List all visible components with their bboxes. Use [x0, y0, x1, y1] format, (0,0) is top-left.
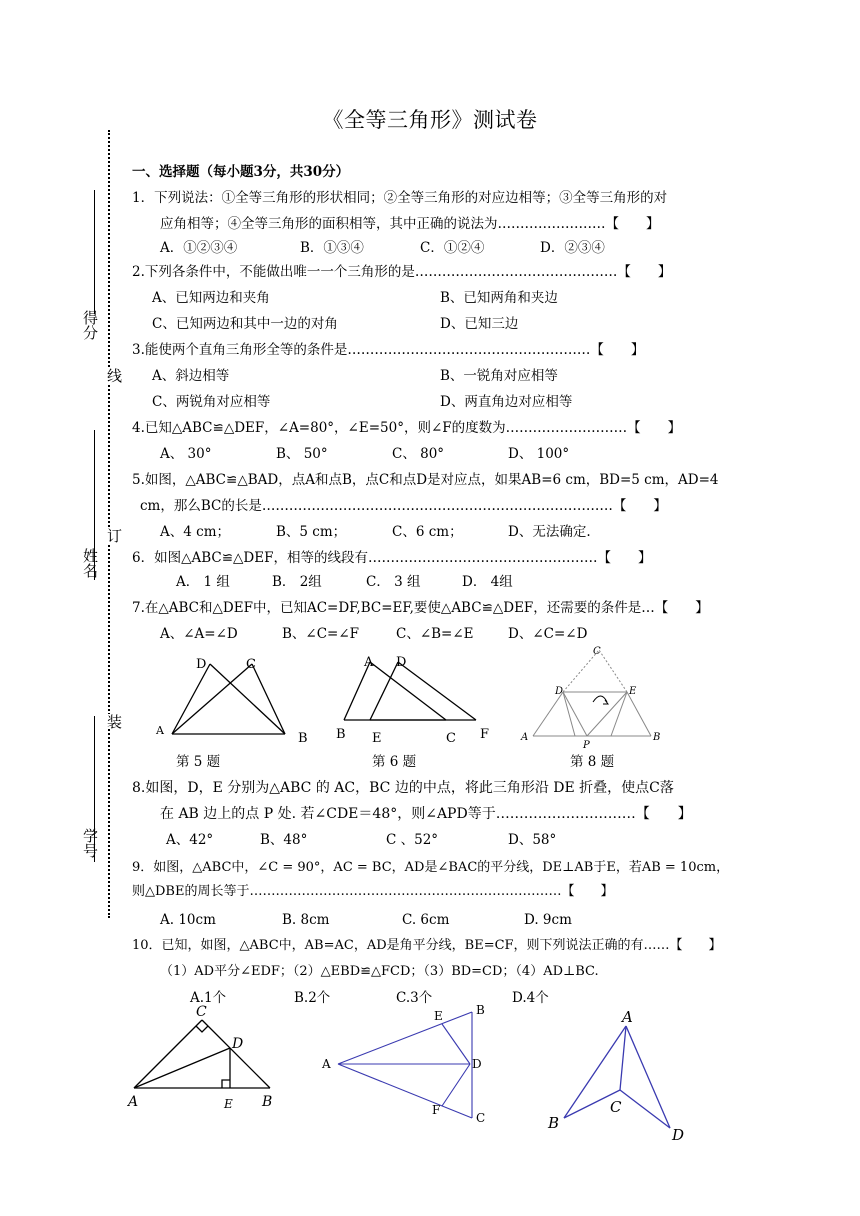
label-f: F: [432, 1103, 441, 1117]
label-b: B: [262, 1094, 273, 1110]
q7-option-d: D、∠C=∠D: [508, 626, 588, 642]
label-c: C: [196, 1004, 207, 1020]
label-d: D: [555, 686, 564, 697]
q8-option-c: C 、52°: [386, 832, 439, 848]
label-c: C: [476, 1111, 486, 1125]
q1-option-c: C．①②④: [420, 240, 485, 256]
name-label: 姓名: [81, 548, 99, 578]
q7-option-c: C、∠B=∠E: [396, 626, 474, 642]
q2-option-c: C、已知两边和其中一边的对角: [152, 316, 338, 332]
figure-q5: [140, 650, 320, 750]
section-heading: 一、选择题（每小题3分，共30分）: [132, 164, 350, 180]
binding-bind-label: 装: [105, 714, 123, 729]
q5-option-b: B、5 cm；: [276, 524, 347, 540]
label-a: A: [622, 1008, 633, 1026]
q6-option-d: D． 4组: [462, 574, 513, 590]
q1-stem-line1: 1．下列说法：①全等三角形的形状相同；②全等三角形的对应边相等；③全等三角形的对: [132, 190, 668, 206]
label-a: A: [128, 1094, 139, 1110]
label-e: E: [372, 731, 382, 746]
q9-option-a: A. 10cm: [160, 912, 216, 928]
figure-q10-quad: [540, 1004, 700, 1144]
q10-option-c: C.3个: [396, 990, 433, 1006]
q5-stem-line2: cm，那么BC的长是……………………………………………………………………【 】: [140, 498, 667, 514]
q4-option-c: C、 80°: [392, 446, 445, 462]
q1-stem-line2: 应角相等；④全等三角形的面积相等，其中正确的说法为……………………【 】: [160, 216, 660, 232]
q6-option-c: C． 3 组: [366, 574, 421, 590]
q8-option-d: D、58°: [508, 832, 557, 848]
label-e: E: [629, 686, 637, 697]
q7-stem: 7.在△ABC和△DEF中，已知AC=DF,BC=EF,要使△ABC≌△DEF，还需要的条件是…【 】: [132, 600, 709, 616]
label-d: D: [196, 657, 207, 672]
q10-sub: （1）AD平分∠EDF；（2）△EBD≌△FCD；（3）BD=CD；（4）AD⊥BC.: [160, 964, 599, 979]
label-d: D: [472, 1057, 482, 1071]
label-c: C: [446, 731, 456, 746]
q7-option-b: B、∠C=∠F: [282, 626, 360, 642]
q9-option-b: B. 8cm: [282, 912, 330, 928]
q3-option-b: B、一锐角对应相等: [440, 368, 558, 384]
q3-option-a: A、斜边相等: [152, 368, 230, 384]
q5-option-d: D、无法确定.: [508, 524, 591, 540]
q6-stem: 6．如图△ABC≌△DEF，相等的线段有……………………………………………【 】: [132, 550, 652, 566]
q10-stem: 10．已知，如图，△ABC中，AB=AC，AD是角平分线，BE=CF，则下列说法正确的有……【 】: [132, 938, 722, 953]
q2-option-d: D、已知三边: [440, 316, 519, 332]
score-blank-line: [94, 190, 95, 314]
q8-stem-line2: 在 AB 边上的点 P 处. 若∠CDE＝48°，则∠APD等于…………………………【 】: [160, 806, 692, 822]
label-e: E: [434, 1009, 443, 1023]
q2-option-b: B、已知两角和夹边: [440, 290, 558, 306]
label-b: B: [336, 727, 346, 742]
binding-order-label: 订: [105, 528, 123, 543]
label-b: B: [548, 1114, 560, 1132]
label-d: D: [232, 1036, 244, 1052]
binding-dotted-line: [108, 130, 110, 918]
q3-stem: 3.能使两个直角三角形全等的条件是………………………………………………【 】: [132, 342, 645, 358]
q2-option-a: A、已知两边和夹角: [152, 290, 270, 306]
q9-stem-line1: 9．如图，△ABC中，∠C = 90°，AC = BC，AD是∠BAC的平分线，DE⊥AB于E，若AB = 10cm，: [132, 860, 730, 875]
q4-option-b: B、 50°: [276, 446, 328, 462]
q6-option-a: A． 1 组: [176, 574, 230, 590]
q10-option-a: A.1个: [190, 990, 227, 1006]
figure-q6: [330, 650, 500, 750]
label-a: A: [521, 732, 529, 743]
q6-option-b: B． 2组: [272, 574, 322, 590]
id-label: 学号: [81, 828, 99, 858]
label-f: F: [480, 727, 490, 742]
figure-q8-caption: 第 8 题: [570, 754, 615, 770]
q2-stem: 2.下列各条件中，不能做出唯一一个三角形的是………………………………………【 】: [132, 264, 672, 280]
label-a: A: [322, 1057, 331, 1071]
q3-option-c: C、两锐角对应相等: [152, 394, 271, 410]
label-b: B: [298, 731, 308, 746]
figure-q5-caption: 第 5 题: [176, 754, 221, 770]
q8-stem-line1: 8.如图，D，E 分别为△ABC 的 AC，BC 边的中点，将此三角形沿 DE 折叠，使点C落: [132, 780, 674, 796]
label-c: C: [610, 1098, 622, 1116]
q4-option-a: A、 30°: [160, 446, 212, 462]
q5-option-a: A、4 cm；: [160, 524, 230, 540]
q10-option-b: B.2个: [294, 990, 331, 1006]
q10-option-d: D.4个: [512, 990, 549, 1006]
figure-q8: [515, 642, 665, 752]
figure-q10: [318, 1000, 498, 1130]
figure-q6-caption: 第 6 题: [372, 754, 417, 770]
q9-stem-line2: 则△DBE的周长等于………………………………………………………………【 】: [132, 884, 614, 899]
q1-option-d: D．②③④: [540, 240, 605, 256]
label-a: A: [156, 724, 164, 737]
label-d: D: [672, 1126, 685, 1144]
figure-q9: [120, 1004, 290, 1114]
q7-option-a: A、∠A=∠D: [160, 626, 238, 642]
q3-option-d: D、两直角边对应相等: [440, 394, 573, 410]
page-title: 《全等三角形》测试卷: [322, 108, 538, 132]
label-d: D: [396, 655, 407, 670]
label-e: E: [224, 1097, 233, 1111]
label-b: B: [476, 1003, 485, 1017]
q8-option-b: B、48°: [260, 832, 308, 848]
score-label: 得分: [81, 310, 99, 340]
label-a: A: [364, 655, 374, 670]
binding-line-label: 线: [105, 368, 123, 383]
label-b: B: [653, 732, 661, 743]
q8-option-a: A、42°: [166, 832, 214, 848]
label-p: P: [583, 740, 590, 751]
label-c: C: [593, 646, 601, 657]
q9-option-c: C. 6cm: [402, 912, 450, 928]
q1-option-b: B．①③④: [300, 240, 364, 256]
q1-option-a: A．①②③④: [160, 240, 238, 256]
q5-stem-line1: 5.如图，△ABC≌△BAD，点A和点B，点C和点D是对应点，如果AB=6 cm，BD=5 cm，AD=4: [132, 472, 719, 488]
label-c: C: [246, 657, 256, 672]
q9-option-d: D. 9cm: [524, 912, 572, 928]
q4-option-d: D、 100°: [508, 446, 570, 462]
q4-stem: 4.已知△ABC≌△DEF，∠A=80°，∠E=50°，则∠F的度数为………………………【 】: [132, 420, 682, 436]
q5-option-c: C、6 cm；: [392, 524, 463, 540]
